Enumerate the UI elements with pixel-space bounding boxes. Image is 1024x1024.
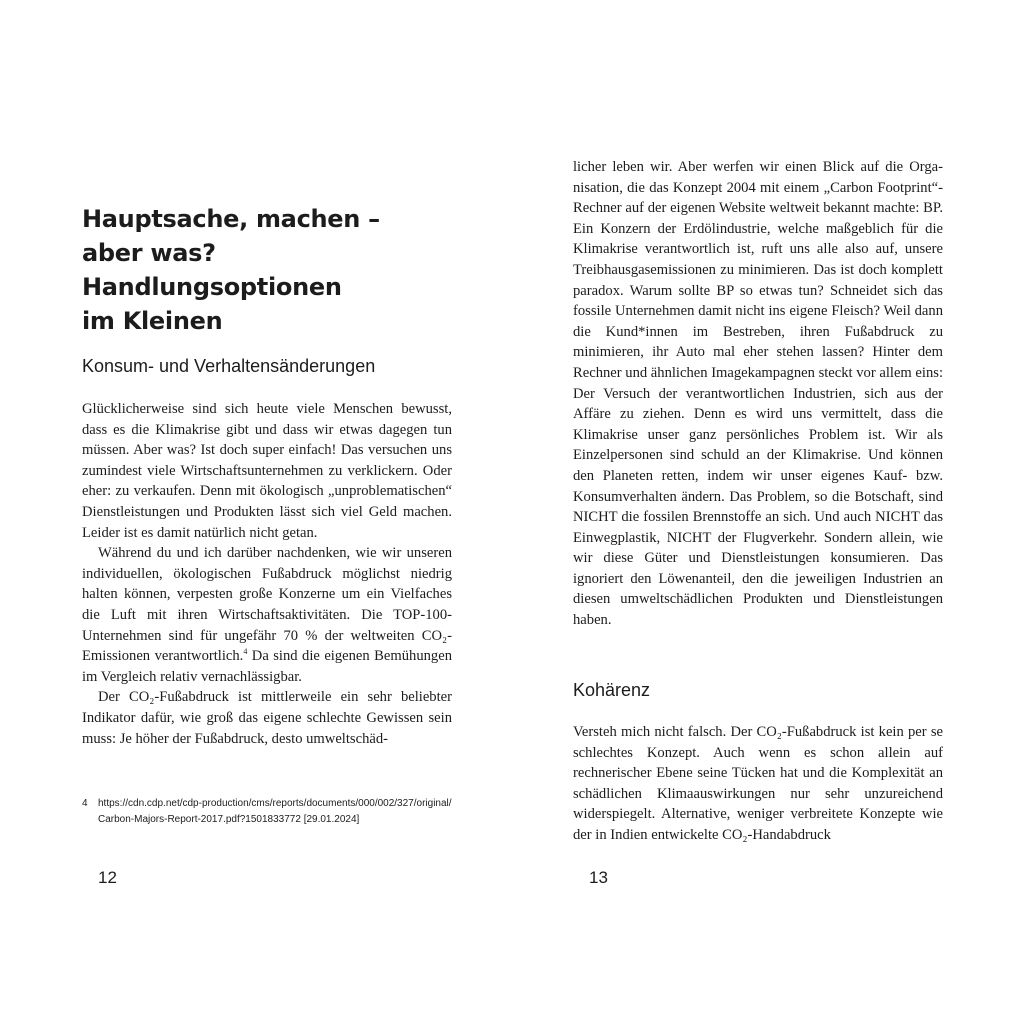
chapter-title-line: aber was? (82, 239, 216, 267)
section-heading: Kohärenz (573, 680, 651, 700)
paragraph-text: Da sind die eigenen Bemühungen im Vergleich relativ vernachlässigbar. (82, 648, 452, 685)
right-body-text (573, 157, 943, 631)
left-body-text (82, 399, 452, 749)
paragraph: licher leben wir. Aber werfen wir einen Blick auf die Organisation, die das Konzept 2004 mit einem „Carbon Footprint“-Rechner auf der eigenen Website weltweit bekannt machte: BP. Ein Konzern der Erdölindustrie, welche maßgeblich für die Klimakrise verantwortlich ist, ruft uns alle also auf, unsere Treibhausgasemissionen zu minimieren. Das ist doch komplett paradox. Warum sollte BP so etwas tun? Schneidet sich das fossile Unternehmen damit nicht ins eigene Fleisch? Weil dann die Kund*innen im Bestreben, ihren Fußabdruck zu minimieren, ihr Auto mal eher stehen lassen? Hinter dem Rechner und ähnlichen Imagekampagnen steckt vor allem eins: Der Versuch der verantwortlichen Industrien, sich aus der Affäre zu ziehen. Denn es wird uns vermittelt, dass die Klimakrise unser ganz persönliches Problem ist. Wir als Einzelpersonen sind schuld an der Klimakrise. Und können den Planeten retten, indem wir unser eigenes Kauf- bzw. Konsumverhalten ändern. Das Problem, so die Botschaft, sind NICHT die fossilen Brennstoffe an sich. Und auch NICHT das Einwegplastik, NICHT der Flugverkehr. Sondern allein, wie wir diese Güter und Dienstleistungen konsumieren. Das ignoriert den Löwenanteil, den die jeweiligen Industrien an diesen umweltschädlichen Produkten und Dienstleistungen haben. (573, 159, 943, 629)
chapter-title-line: Hauptsache, machen – (82, 205, 380, 233)
page-number: 13 (589, 868, 608, 887)
right-body-text (573, 722, 943, 846)
paragraph: Der CO₂-Fußabdruck ist mittlerweile ein sehr beliebter Indikator dafür, wie groß das eigene schlechte Gewissen sein muss: Je höher der Fußabdruck, desto umweltschäd- (82, 689, 452, 747)
footnote-url[interactable]: https://cdn.cdp.net/cdp-production/cms/reports/documents/000/002/327/original/Carbon-Majors-Report-2017.pdf?1501833772 [29.01.2024] (98, 798, 452, 825)
footnote-reference[interactable]: 4 (243, 647, 248, 657)
paragraph: Glücklicherweise sind sich heute viele Menschen bewusst, dass es die Klimakrise gibt und dass wir etwas dagegen tun müssen. Aber was? Ist doch super einfach! Das versuchen uns zumindest viele Wirtschaftsunternehmen zu verklickern. Oder eher: zu verkaufen. Denn mit ökologisch „unproblematischen“ Dienstleistungen und Produkten lässt sich viel Geld machen. Leider ist es damit natürlich nicht getan. (82, 401, 452, 541)
chapter-title-line: Handlungsoptionen (82, 273, 342, 301)
paragraph (82, 543, 452, 687)
section-subtitle: Konsum- und Verhaltensänderungen (82, 356, 376, 376)
footnote-number: 4 (82, 798, 88, 809)
chapter-title-line: im Kleinen (82, 307, 223, 335)
chapter-title (82, 202, 452, 338)
page-number: 12 (98, 868, 117, 887)
paragraph-text: Während du und ich darüber nachdenken, wie wir unseren individuellen, ökologischen Fußabdruck möglichst niedrig halten können, verpesten große Konzerne um ein Vielfaches die Luft mit ihren Wirtschaftsaktivitäten. Die TOP-100-Unternehmen sind für ungefähr 70 % der weltweiten CO₂-Emissionen verantwortlich. (82, 545, 452, 665)
footnote (82, 796, 452, 828)
paragraph: Versteh mich nicht falsch. Der CO₂-Fußabdruck ist kein per se schlechtes Konzept. Auch wenn es schon allein auf rechnerischer Ebene seine Tücken hat und die Komplexität an schädlichen Klimaauswirkungen nur sehr unzureichend widerspiegelt. Alternative, weniger verbreitete Konzepte wie der in Indien entwickelte CO₂-Handabdruck (573, 724, 943, 843)
